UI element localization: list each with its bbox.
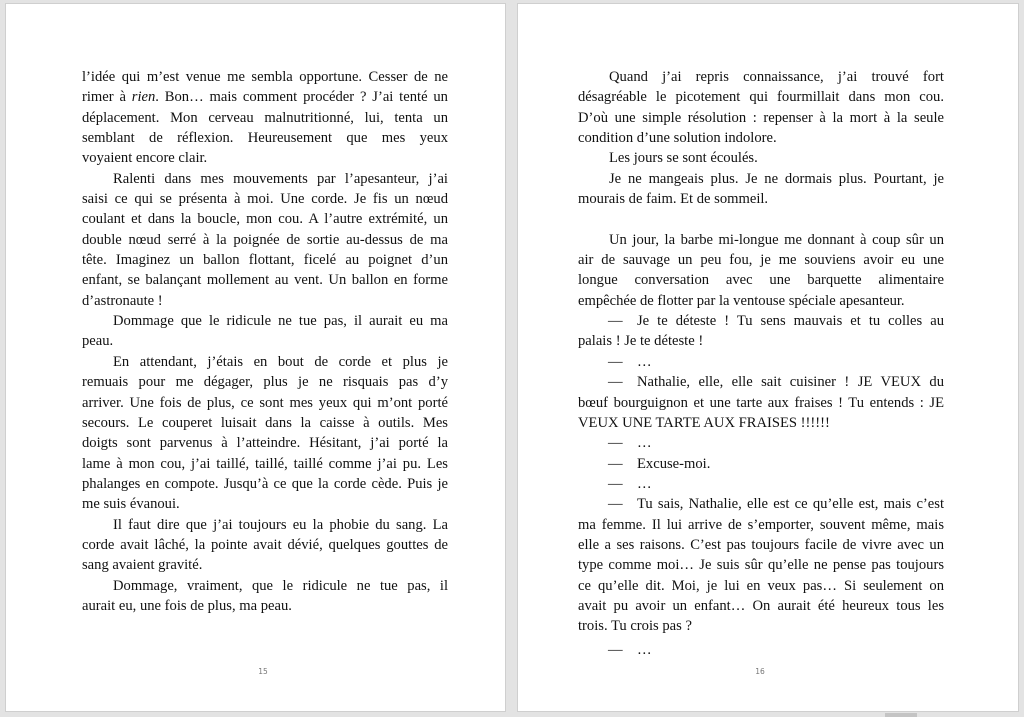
- text-line: En attendant, j’étais en bout de corde et plus je: [113, 353, 448, 370]
- dialogue-paragraph: [578, 372, 944, 433]
- text-line: semblant de réflexion. Heureusement que mes yeux: [82, 130, 448, 147]
- text-line: mourais de faim. Et de sommeil.: [578, 191, 769, 208]
- page-15[interactable]: [6, 4, 505, 711]
- text-line: [82, 87, 448, 107]
- text-line: peau.: [82, 333, 114, 350]
- text-line: enfant, se balançant mollement au vent. Un ballon en forme: [82, 272, 448, 289]
- dialogue-paragraph: [578, 433, 944, 453]
- text-line: [578, 311, 944, 331]
- paragraph: [82, 576, 448, 617]
- text-line: voyaient encore clair.: [82, 150, 208, 167]
- text-line: trois. Tu crois pas ?: [578, 618, 692, 635]
- text-line: palais ! Je te déteste !: [578, 333, 704, 350]
- text-line: me suis évanoui.: [82, 496, 180, 513]
- text-line: Un jour, la barbe mi-longue me donnant à coup sûr un: [609, 231, 944, 248]
- text-line: [578, 494, 944, 514]
- text-line: phalanges en compote. Jusqu’à ce que la corde cède. Puis je: [82, 475, 448, 492]
- em-dash: —: [608, 496, 623, 513]
- text-line: l’idée qui m’est venue me sembla opportune. Cesser de ne: [82, 69, 448, 85]
- text-line: double nœud serré à la poignée de sortie au-dessus de ma: [82, 231, 448, 248]
- em-dash: —: [608, 475, 623, 492]
- paragraph: [578, 169, 944, 210]
- dialogue-paragraph: [578, 454, 944, 474]
- text-line: arriver. Une fois de plus, ce sont mes yeux qui m’ont porté: [82, 394, 448, 411]
- dialogue-text: …: [637, 475, 652, 492]
- text-line: VEUX UNE TARTE AUX FRAISES !!!!!!: [578, 414, 830, 431]
- text-line: corde avait lâché, la pointe avait dévié, quelques gouttes de: [82, 536, 448, 553]
- dialogue-text: …: [637, 353, 652, 370]
- text-line: Je ne mangeais plus. Je ne dormais plus. Pourtant, je: [609, 170, 944, 187]
- horizontal-scrollbar-thumb[interactable]: [885, 713, 917, 717]
- paragraph: [82, 67, 448, 169]
- em-dash: —: [608, 435, 623, 452]
- text-line: Les jours se sont écoulés.: [609, 150, 758, 167]
- text-line: [578, 352, 944, 372]
- text-line: lame à mon cou, j’ai taillé, taillé, taillé comme j’ai pu. Les: [82, 455, 448, 472]
- text-line: ma femme. Il lui arrive de s’emporter, souvent même, mais: [578, 516, 944, 533]
- text-segment: rimer à: [82, 89, 132, 106]
- page-number: 16: [755, 667, 765, 676]
- text-line: ce qu’elle dit. Moi, je lui en veux pas… Si seulement on: [578, 577, 944, 594]
- text-line: longue conversation avec une barquette alimentaire: [578, 272, 944, 289]
- dialogue-paragraph: [578, 352, 944, 372]
- text-line: Quand j’ai repris connaissance, j’ai trouvé fort: [609, 69, 944, 85]
- text-line: bœuf bourguignon et une tarte aux fraises ! Tu entends : JE: [578, 394, 944, 411]
- text-line: saisi ce qui se présenta à moi. Une corde. Je fis un nœud: [82, 191, 448, 208]
- em-dash: —: [608, 313, 623, 330]
- text-line: tête. Imaginez un ballon flottant, ficelé au poignet d’un: [82, 252, 448, 269]
- text-line: remuais pour me dégager, plus je ne risquais pas d’y: [82, 374, 448, 391]
- text-line: Dommage que le ridicule ne tue pas, il aurait eu ma: [113, 313, 448, 330]
- text-line: air de sauvage un peu fou, je me souviens avoir eu une: [578, 252, 944, 269]
- text-line: avait pu avoir un enfant… On aurait été heureux tous les: [578, 597, 944, 614]
- dialogue-paragraph: [578, 494, 944, 636]
- text-line: type comme moi… Je suis sûr qu’elle ne pense pas toujours: [578, 557, 944, 574]
- text-line: sang avaient gravité.: [82, 557, 203, 574]
- page-number: 15: [258, 667, 268, 676]
- text-line: désagréable le picotement qui fourmillait dans mon cou.: [578, 89, 944, 106]
- text-line: empêchée de flotter par la ventouse spéciale apesanteur.: [578, 292, 905, 309]
- text-line: Ralenti dans mes mouvements par l’apesanteur, j’ai: [113, 170, 448, 187]
- text-line: [578, 454, 944, 474]
- text-segment: . Bon… mais comment procéder ? J’ai tenté un: [155, 89, 448, 106]
- paragraph: [82, 515, 448, 576]
- text-line: [578, 474, 944, 494]
- em-dash: —: [608, 641, 623, 658]
- text-line: elle a ses raisons. C’est pas toujours facile de vivre avec un: [578, 536, 944, 553]
- paragraph: [82, 169, 448, 311]
- text-line: Dommage, vraiment, que le ridicule ne tue pas, il: [113, 577, 448, 594]
- text-line: [578, 372, 944, 392]
- text-line: condition d’une solution indolore.: [578, 130, 777, 147]
- dialogue-text: …: [637, 641, 652, 658]
- paragraph: [82, 352, 448, 515]
- em-dash: —: [608, 455, 623, 472]
- italic-text: rien: [131, 89, 156, 106]
- em-dash: —: [608, 374, 623, 391]
- dialogue-paragraph: [578, 640, 944, 660]
- text-line: coulant et dans la boucle, mon cou. A l’autre extrémité, un: [82, 211, 448, 228]
- dialogue-paragraph: [578, 474, 944, 494]
- dialogue-text: …: [637, 435, 652, 452]
- dialogue-text: Excuse-moi.: [637, 455, 711, 472]
- dialogue-paragraph: [578, 311, 944, 352]
- text-line: [578, 640, 944, 660]
- paragraph: [578, 148, 944, 168]
- page-16[interactable]: [518, 4, 1018, 711]
- text-line: aurait eu, une fois de plus, ma peau.: [82, 597, 292, 614]
- text-line: déplacement. Mon cerveau malnutritionné, lui, tenta un: [82, 109, 448, 126]
- text-line: doigts sont parvenus à l’atteindre. Hésitant, j’ai porté la: [82, 435, 448, 452]
- dialogue-text: Je te déteste ! Tu sens mauvais et tu colles au: [637, 313, 944, 330]
- em-dash: —: [608, 353, 623, 370]
- text-line: secours. Le couperet luisait dans la caisse à outils. Mes: [82, 414, 448, 431]
- blank-line: [578, 209, 944, 229]
- page-body[interactable]: [82, 67, 448, 616]
- dialogue-text: Tu sais, Nathalie, elle est ce qu’elle est, mais c’est: [637, 496, 944, 513]
- paragraph: [578, 67, 944, 148]
- paragraph: [82, 311, 448, 352]
- page-body[interactable]: [578, 67, 944, 660]
- text-line: D’où une simple résolution : repenser à la mort à la seule: [578, 109, 944, 126]
- text-line: Il faut dire que j’ai toujours eu la phobie du sang. La: [113, 516, 448, 533]
- dialogue-text: Nathalie, elle, elle sait cuisiner ! JE VEUX du: [637, 374, 944, 391]
- text-line: [578, 433, 944, 453]
- text-line: d’astronaute !: [82, 292, 163, 309]
- paragraph: [578, 230, 944, 311]
